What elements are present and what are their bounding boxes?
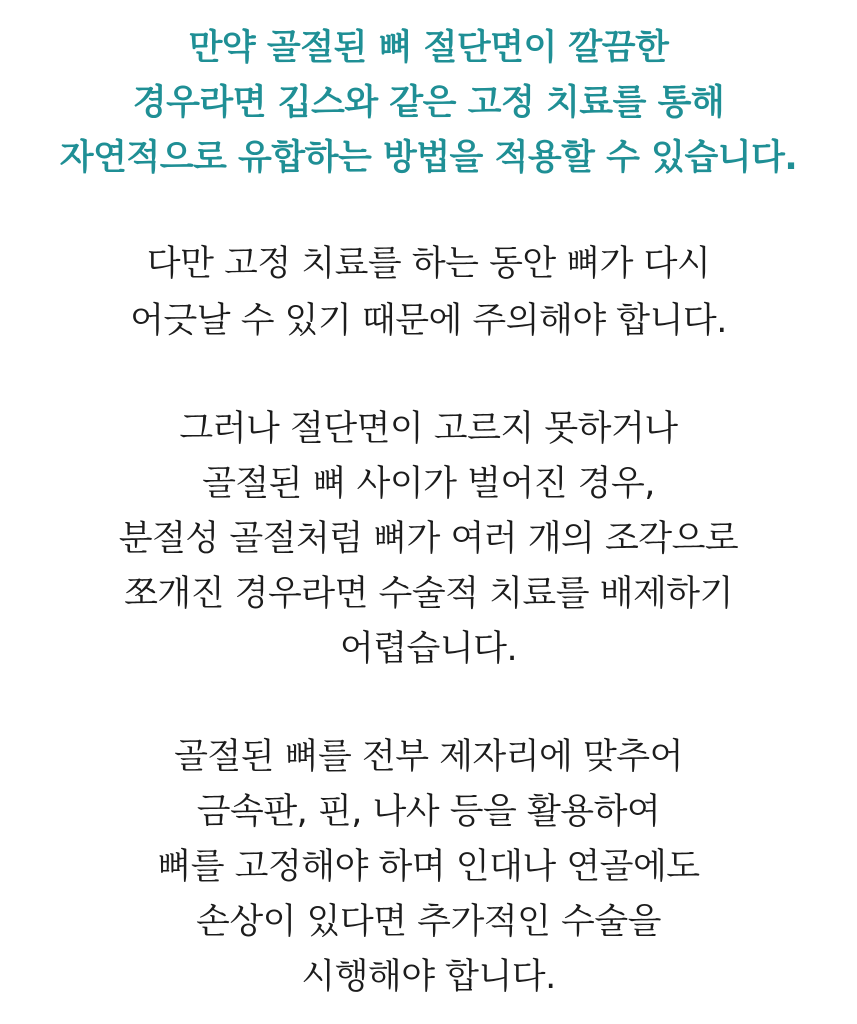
intro-line: 만약 골절된 뼈 절단면이 깔끔한: [188, 28, 669, 68]
paragraph-line: 어긋날 수 있기 때문에 주의해야 합니다.: [130, 301, 727, 341]
paragraph-line: 쪼개진 경우라면 수술적 치료를 배제하기: [124, 574, 733, 614]
paragraph-line: 시행해야 합니다.: [301, 957, 556, 997]
paragraph-line: 그러나 절단면이 고르지 못하거나: [179, 409, 678, 449]
paragraph-line: 손상이 있다면 추가적인 수술을: [196, 902, 661, 942]
paragraph-line: 어렵습니다.: [339, 629, 518, 669]
paragraph-line: 뼈를 고정해야 하며 인대나 연골에도: [157, 847, 700, 887]
paragraph-line: 다만 고정 치료를 하는 동안 뼈가 다시: [146, 244, 711, 284]
paragraph-line: 골절된 뼈 사이가 벌어진 경우,: [202, 464, 655, 504]
intro-line: 자연적으로 유합하는 방법을 적용할 수 있습니다.: [59, 138, 798, 178]
paragraph-line: 골절된 뼈를 전부 제자리에 맞추어: [174, 737, 683, 777]
paragraph-line: 금속판, 핀, 나사 등을 활용하여: [196, 792, 661, 832]
intro-line: 경우라면 깁스와 같은 고정 치료를 통해: [132, 83, 725, 123]
paragraph-line: 분절성 골절처럼 뼈가 여러 개의 조각으로: [118, 519, 739, 559]
